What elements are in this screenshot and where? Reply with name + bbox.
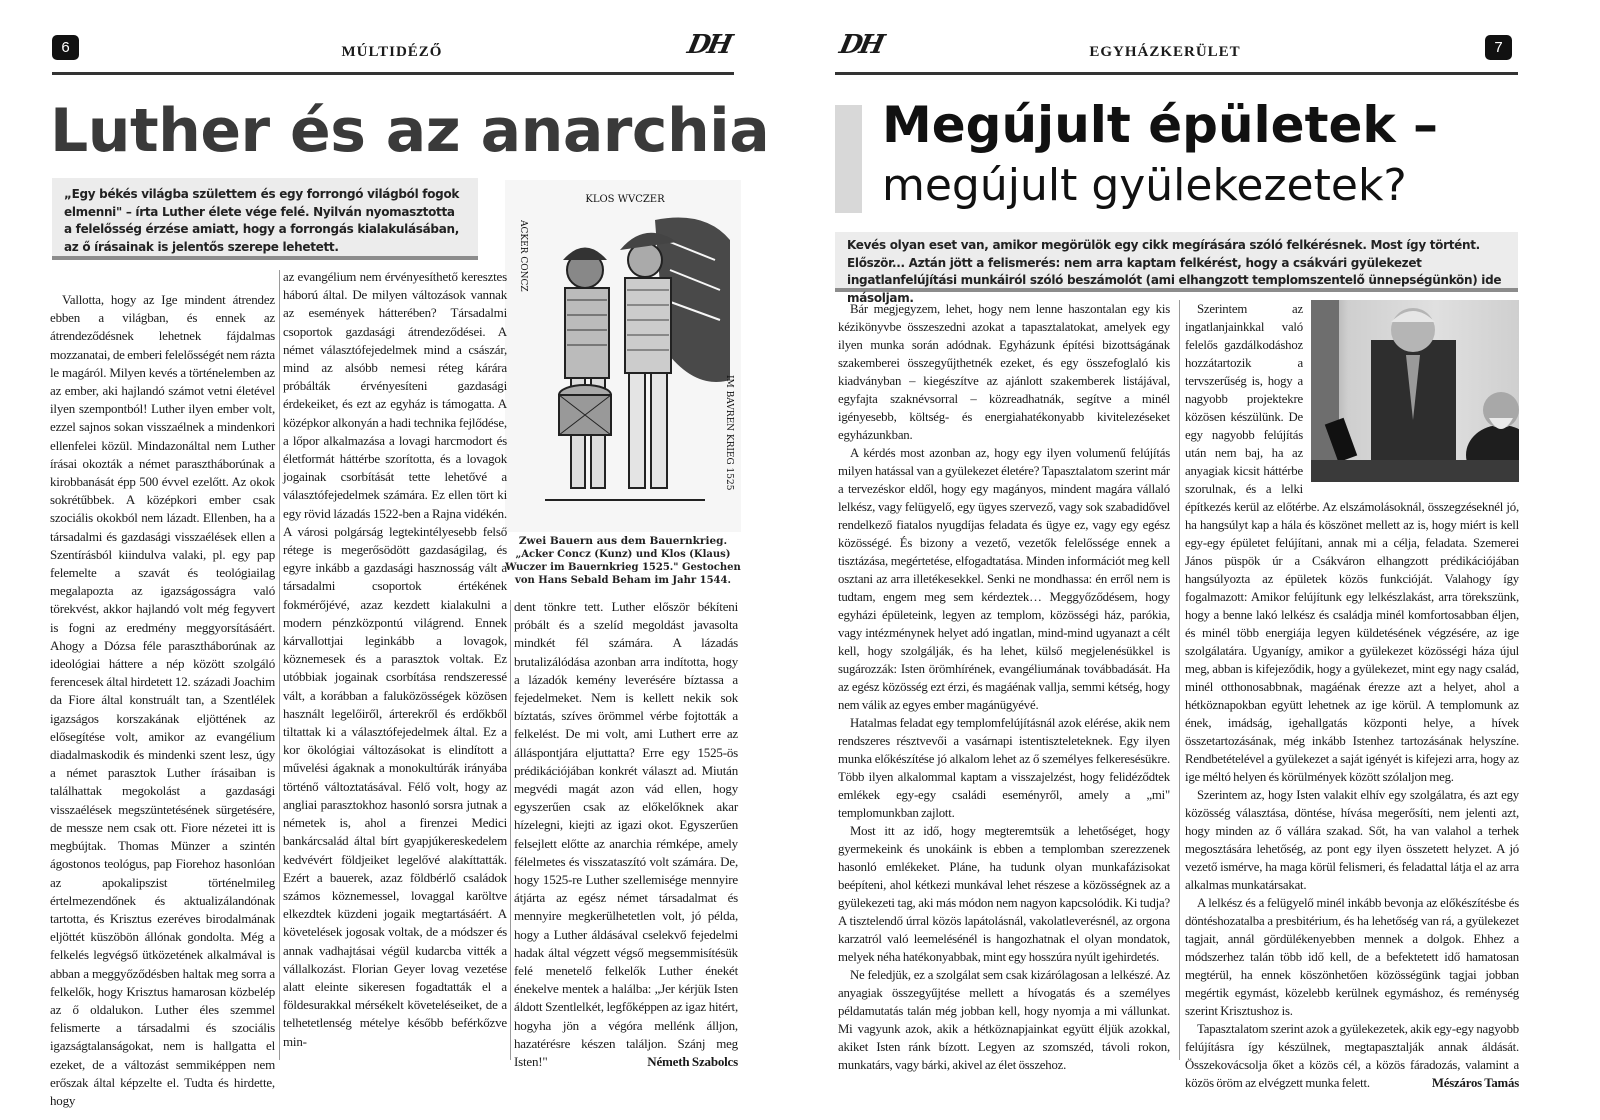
woodcut-label-top: KLOS WVCZER xyxy=(585,194,665,205)
publication-logo-right: DH xyxy=(836,30,885,60)
article-paragraph: A lelkész és a felügyelő minél inkább bevonja az előkészítésbe és döntéshozatalba a presbitérium, és ha lehetőség van rá, a gyülekezet tagjait, annál gördülékenyebben mennek a dolgok. Ehhez a módszerhez talán több idő kell, de a befektetett idő hamatosan megtérül, ha ennek köszönhetően közösségünk tagjai jobban megértik egymást, közelebb kerülnek egymáshoz, és reménység szerint Krisztushoz is. xyxy=(1185,896,1519,1018)
article-column-1-right xyxy=(838,300,1170,1074)
article-title-right-line2: megújult gyülekezetek? xyxy=(882,160,1407,211)
article-paragraph: Szerintem az ingatlanjainkkal való felelős gazdálkodáshoz hozzátartozik a tervszerűség is, hogy a nagyobb projektekre közösen készülünk. De egy nagyobb felújítás után nem baj, ha az anyagiak kicsit háttérbe szorulnak, és a lelki építkezés kerül az előtérbe. Az elszámolásoknál, összegzéseknél jó, ha hangsúlyt kap a hála és köszönet mellett az is, hogy miért is kell egy-egy épületet felújítani, annak mi a célja, feladata. Szemerei János püspök úr a Csákváron elhangzott prédikációjában hangsúlyozta az épületek közös funkcióját. Valahogy így fogalmazott: Amikor felújítunk egy lelkészlakást, arra törekszünk, hogy a benne lakó lelkész és családja minél komfortosabban éljen, és minél több energiája legyen küldetésének végzésére, az ige szolgálatára. Ugyanígy, amikor a gyülekezet közösségi háza újul meg, abban is kifejeződik, hogy a gyülekezet, mint egy nagy család, minél otthonosabbnak, magáénak érezze azt a helyet, ahol a hétköznapokban együtt lehetnek az ige körül. A templomunk az ének, imádság, igehallgatás központi helye, a hívek összetartozásának, még inkább Istenhez tartozásának helyszíne. Rendbetételével a gyülekezet a saját igényét is kifejezi arra, hogy az ige méltó helyen és körülmények között szólaljon meg. xyxy=(1185,302,1519,784)
article-paragraph: Vallotta, hogy az Ige mindent átrendez ebben a világban, és ennek az átrendeződésnek lehetnek fájdalmas mozzanatai, de emberi felelősségét nem rázta le magáról. Milyen kevés a történelemben az az ember, aki hajlandó számot vetni életével ilyen szempontból! Luther ilyen ember volt, ezzel sajnos sokan visszaélnek a mindenkori ellenfelei közül. Mindazonáltal nem Luther írásai okozták a német parasztháborúnak a kirobbanását épp 500 évvel ezelőtt. Az okok sokrétűbbek. A középkori ember csak szociális okokból nem lázadt. Ellenben, ha a társadalmi és gazdasági visszaélések ellen a Szentírásból kiindulva valaki, pl. egy pap felemelte a szavát és teológiailag megalapozta az igazságosságra való törekvést, akkor hajlandó volt még fegyvert is fogni az eredmény meggyorsításáért. Ahogy a Dózsa féle parasztháborúnak az ideológiai háttere a nép között szolgáló ferencesek által hirdetett 12. századi Joachim da Fiore által konstruált tan, a Szentlélek igazságos korszakának eljöttének az elősegítése volt, amikor az evangélium diadalmaskodik és mindenki szent lesz, úgy a német parasztok Luther írásaiban is találhattak megokolást a gazdasági visszaélések megszüntetésének sürgetésére, de messze nem csak ott. Fiore nézetei itt is megbújtak. Thomas Münzer a szintén ágostonos teológus, pap Fiorehoz hasonlóan az apokalipszist történelmileg értelmezendőnek és aktualizálandónak tartotta, és Krisztus ezeréves birodalmának eljöttét küszöbön állónak gondolta. Még a felkelés legvégső ütközetének alkalmával is abban a meggyőződésben haltak meg sorra a felkelők, hogy Krisztus hamarosan közbelép az ő oldalukon. Luther éles szemmel felismerte a társadalmi és szociális igazságtalanságokat, nem is hallgatta el ezeket, de a változást semmiképpen nem erőszak által képzelte el. Tudta és hirdette, hogy xyxy=(50,292,275,1108)
article-paragraph: Hatalmas feladat egy templomfelújításnál azok elérése, akik nem rendszeres résztvevői a vasárnapi istentiszteleteknek. Egy ilyen munka előkészítése jó alkalom lehet az ő személyes felkeresésükre. Több ilyen alkalommal kaptam a visszajelzést, hogy felidéződtek emlékek egy-egy családi eseményről, amely a „mi" templomunkban zajlott. xyxy=(838,716,1170,820)
header-rule-left xyxy=(52,72,734,75)
article-title-left: Luther és az anarchia xyxy=(50,96,770,166)
article-column-2-right xyxy=(1185,300,1519,1092)
article-paragraph: Bár megjegyzem, lehet, hogy nem lenne haszontalan egy kis kézikönyvbe összeszedni azokat a tapasztalatokat, amelyek egy ilyen munka során adódnak. Egyházunk építési bizottságának szakemberei összegyűjthetnék ezeket, és egy összefoglaló kis kiadványban – kiegészítve az ajánlott szakemberek listájával, egyfajta szaknévsorral – közreadhatnák, segítve a minél igényesebb, költség- és energiahatékonyabb kivitelezéseket egyházunkban. xyxy=(838,302,1170,442)
woodcut-image xyxy=(505,180,741,532)
article-title-right-line1: Megújult épületek – xyxy=(882,96,1439,154)
woodcut-label-right: IM BAVREN KRIEG 1525 xyxy=(724,375,734,491)
article-paragraph: dent tönkre tett. Luther először békíteni próbált és a szelíd megoldást javasolta mindkét fél számára. A lázadás brutalizálódása azonban arra indította, hogy a lázadók kemény leverésére bíztassa a fejedelmeket. Nem is kellett nekik sok bíztatás, szíves örömmel vérbe fojtották a felkelést. De mi volt, ami Luthert erre az álláspontjára eljuttatta? Erre egy 1525-ös prédikációjában konkrét választ ad. Miután megvédi magát azon vád ellen, hogy egyszerűen csak az előkelőknek akar hízelegni, kiejti az igazi okot. Egyszerűen felsejlett előtte az anarchia rémképe, amely félelmetes és visszataszító volt számára. De, hogy 1525-re Luther szellemisége mennyire átjárta az egész német társadalmat és mennyire megkerülhetetlen volt, jó példa, hogy a Luther áldásával cselekvő fejedelmi hadak által végzett végső megsemmisítésük felé menetelő felkelők Luther énekét énekelve mentek a halálba: „Jer kérjük Isten áldott Szentlelkét, legfőképpen az igaz hitért, hogyha jön a végóra mellénk álljon, hazatérésre készen találjon. Szánj meg Isten!" xyxy=(514,599,738,1070)
woodcut-illustration xyxy=(505,180,741,532)
article-paragraph: Szerintem az, hogy Isten valakit elhív egy szolgálatra, és azt egy közösség választása, döntése, hívása megerősíti, nem jelenti azt, hogy minden az ő vállára szakad. Sőt, ha van valahol a terhek megosztására lehetőség, az pont egy ilyen összetett helyzet. A jó vezető ismérve, ha maga körül felismeri, és feladattal látja el az arra alkalmas munkatársakat. xyxy=(1185,788,1519,892)
column-divider xyxy=(510,600,511,1060)
author-name: Németh Szabolcs xyxy=(647,1054,738,1070)
page-number-left: 6 xyxy=(52,35,79,60)
publication-logo-left: DH xyxy=(684,30,733,60)
article-paragraph: Ne feledjük, ez a szolgálat sem csak kizárólagosan a lelkészé. Az anyagiak összegyűjtése mellett a hívogatás és a személyes példamutatás talán még jobban kell, hogy nyomja a mi vállunkat. Mi vagyunk azok, akik a hétköznapjainkat együtt éljük azokkal, akiket Isten ránk bízott. Legyen az szomszéd, távoli rokon, munkatárs, vagy bárki, akivel az élet összehoz. xyxy=(838,968,1170,1072)
column-divider xyxy=(1179,300,1180,1060)
woodcut-caption-title: Zwei Bauern aus dem Bauernkrieg. xyxy=(518,535,728,547)
article-column-1-left xyxy=(50,291,275,1110)
speaker-photo-image xyxy=(1311,300,1519,482)
article-paragraph: A kérdés most azonban az, hogy egy ilyen volumenű felújítás milyen hatással van a gyülekezet életére? Tapasztalatom szerint már a tervezéskor eldől, hogy egy magányos, mindent magára vállaló lelkész, vagy felügyelő, egy ügyes szervező, vagy sok szabadidővel rendelkező fiatalos nyugdíjas feladata és ügye ez, vagy egy egész közösségé. És bizony a vezető, vezetők felelőssége ennek a tisztázása, megértetése, elfogadtatása. Minden információt meg kell osztani az arra illetékesekkel. Senki ne mondhassa: én erről nem is tudtam, engem meg sem kérdeztek… Meggyőződésem, hogy egyházi épületeink, legyen az templom, közösségi ház, parókia, vagy intézménynek helyet adó ingatlan, mind-mind ugyanazt a célt kell, hogy szolgálják, és ha lehet, külső megjelenésükkel is sugározzák: Isten örömhírének, evangéliumának továbbadását. Ha az egész közösség ezt érzi, és magáénak vallja, semmi kétség, hogy nem válik az egyes ember magánügyévé. xyxy=(838,446,1170,712)
speaker-photo xyxy=(1311,300,1519,482)
article-column-3-left xyxy=(514,598,738,1071)
header-rule-right xyxy=(835,72,1518,75)
page-number-right: 7 xyxy=(1485,35,1512,60)
article-paragraph: Most itt az idő, hogy megteremtsük a lehetőséget, hogy gyermekeink és unokáink is ebben a templomban szerezzenek hasonló emlékeket. Pláne, ha tudunk olyan munkafázisokat beépíteni, ahol kétkezi munkával lehet részese a közösségnek az a gyülekezeti tag, aki más módon nem nagyon kapcsolódik. Ki tudja? A tisztelendő úrral közös lapátolásnál, vakolatleverésnél, az orgona karzatról való leemelésénél is hangozhatnak el olyan mondatok, melyek néha hatékonyabbak, mint egy hosszúra nyúlt igehirdetés. xyxy=(838,824,1170,964)
woodcut-label-left: ACKER CONCZ xyxy=(518,220,528,292)
article-lead-left: „Egy békés világba születtem és egy forrongó világból fogok elmenni" – írta Luther élete vége felé. Nyilván nyomasztotta a felelősség érzése amiatt, hogy a forrongás kialakulásában, az ő írásainak is jelentős szerepe lehetett. xyxy=(52,178,478,260)
title-accent-bar xyxy=(835,105,862,213)
author-name: Mészáros Tamás xyxy=(1431,1076,1519,1090)
column-divider xyxy=(279,270,280,1060)
article-column-2-left xyxy=(283,268,507,1051)
article-paragraph: Tapasztalatom szerint azok a gyülekezetek, akik egy-egy nagyobb felújításra így készülnek, megtapasztalják annak áldását. Összekovácsolja őket a közös cél, a közös fáradozás, valamint a közös öröm az elvégzett munka felett. xyxy=(1185,1022,1519,1090)
woodcut-caption xyxy=(505,535,741,587)
article-paragraph: az evangélium nem érvényesíthető keresztes háború által. De milyen változások vannak az események hátterében? Társadalmi csoportok gazdasági átrendeződései. A német választófejedelmek mind a császár, mind az alsóbb nemesi réteg kárára próbálták érvényesíteni gazdasági érdekeiket, és ezt az egyház is támogatta. A középkor alkonyán a hadi technika fejlődése, a lőpor alkalmazása a lovagi harcmodort és életformát háttérbe szorította, és a lovagok jogainak csorbítását tette lehetővé a választófejedelmek számára. Ez ellen tört ki egy rövid lázadás 1522-ben a Rajna vidékén. A városi polgárság legtekintélyesebb felső rétege is megerősödött gazdaságilag, és egyre inkább a gazdasági hasznosság vált a társadalmi csoportok értékének fokmérőjévé, azaz kezdett kialakulni a modern pénzközpontú világrend. Ennek kárvallottjai leginkább a lovagok, köznemesek és a parasztok voltak. Ez utóbbiak jogainak csorbítása rendszeressé vált, a korábban a faluközösségek közösen használt legelőiről, árterekről és erdőkből tiltattak ki a választófejedelmek által. Ez a kor ökológiai változásokat is elindított a művelési ágaknak a monokultúrák irányába történő változtatásával. Félő volt, hogy az angliai parasztokhoz hasonló sorsra jutnak a németek is, ahol a firenzei Medici bankárcsalád által bírt gyapjúkereskedelem kedvévért földjeiket legelővé alakíttatták. Ezért a bauerek, azaz földbérlő családok számos köznemessel, lovaggal karöltve elkezdtek küzdeni jogaik megtartásáért. A követelések jogosak voltak, de a módszer és annak vadhajtásai végül kudarcba vitték a vállalkozást. Florian Geyer lovag vezetése alatt eleinte sikeresen fogadtatták el a földesurakkal mérsékelt követeléseiket, de a telhetetlenség mételye később beférkőzve min- xyxy=(283,269,507,1049)
section-title-right: EGYHÁZKERÜLET xyxy=(1089,44,1241,60)
section-title-left: MÚLTIDÉZŐ xyxy=(341,44,443,60)
woodcut-caption-text: „Acker Concz (Kunz) und Klos (Klaus) Wuczer im Bauernkrieg 1525." Gestochen von Hans Sebald Beham im Jahr 1544. xyxy=(505,549,741,586)
article-lead-right: Kevés olyan eset van, amikor megörülök egy cikk megírására szóló felkérésnek. Most így történt. Először... Aztán jött a felismerés: nem arra kaptam felkérést, hogy a csákvári gyülekezet ingatlanfelújítási munkáiról szóló beszámolót (ami elhangzott templomszentelő ünnepségünkön) ide másoljam. xyxy=(835,232,1518,292)
